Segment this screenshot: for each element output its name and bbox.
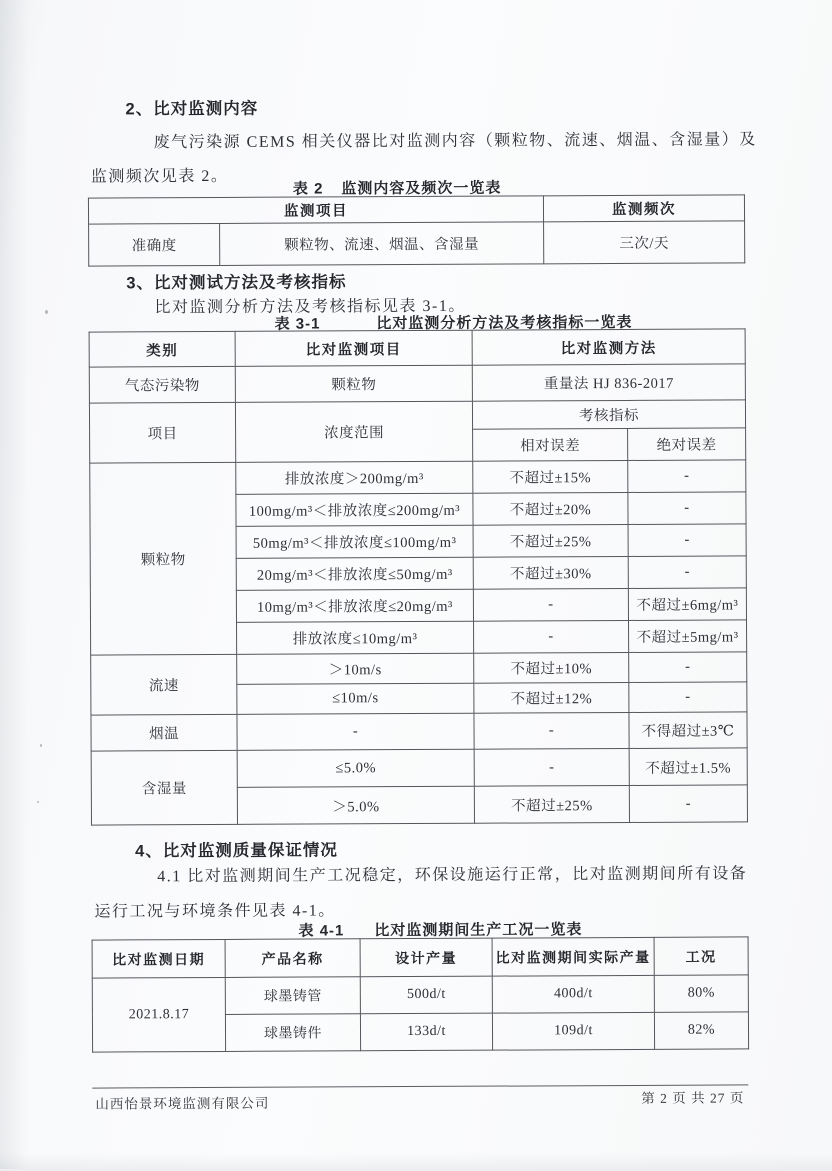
- table-3-absolute: -: [628, 556, 746, 589]
- table-3-group-temperature: 烟温: [91, 714, 237, 751]
- scan-edge-shadow-left: [0, 0, 34, 1169]
- table-3-range: 排放浓度≤10mg/m³: [237, 621, 474, 654]
- section-2-paragraph-line1: 废气污染源 CEMS 相关仪器比对监测内容（颗粒物、流速、烟温、含湿量）及: [153, 131, 757, 152]
- table-4-cell-product: 球墨铸件: [225, 1014, 360, 1052]
- table-2-header-frequency: 监测频次: [543, 195, 744, 222]
- table-3-range: 20mg/m³＜排放浓度≤50mg/m³: [236, 557, 473, 590]
- section-3-paragraph: 比对监测分析方法及考核指标见表 3-1。: [154, 297, 466, 317]
- table-4-caption-label: 表 4-1: [298, 922, 345, 940]
- table-4-header-actual: 比对监测期间实际产量: [492, 937, 654, 976]
- footer-page-number: 第 2 页 共 27 页: [641, 1090, 745, 1106]
- table-3-sub-range: 浓度范围: [235, 401, 472, 462]
- table-3-absolute: -: [629, 652, 747, 683]
- table-4-header-design: 设计产量: [360, 938, 492, 977]
- table-3-absolute: -: [629, 682, 747, 713]
- table-3-absolute: -: [628, 524, 746, 557]
- table-3-absolute: -: [629, 785, 747, 823]
- scan-speck: [40, 744, 42, 747]
- table-4-cell-load: 80%: [654, 975, 748, 1012]
- table-2-header-item: 监测项目: [88, 196, 543, 224]
- section-4-paragraph-line1: 4.1 比对监测期间生产工况稳定，环保设施运行正常，比对监测期间所有设备: [157, 865, 748, 886]
- table-3-relative: 不超过±25%: [474, 785, 629, 823]
- table-3-header-method: 比对监测方法: [472, 329, 745, 365]
- table-3-absolute: 不超过±1.5%: [629, 748, 747, 786]
- table-3-sub-indicator: 考核指标: [472, 400, 745, 429]
- table-3-relative: -: [474, 748, 629, 786]
- table-3-relative: -: [473, 588, 628, 621]
- table-2-cell-frequency: 三次/天: [544, 221, 745, 264]
- table-2: [88, 194, 745, 266]
- section-4-paragraph-line2: 运行工况与环境条件见表 4-1。: [94, 902, 336, 921]
- table-3-sub-absolute: 绝对误差: [628, 428, 746, 461]
- table-3-relative: 不超过±30%: [473, 556, 628, 589]
- table-3-method-item: 颗粒物: [235, 365, 472, 402]
- table-3-range: ＞5.0%: [237, 786, 474, 824]
- section-3-heading: 3、比对测试方法及考核指标: [126, 273, 347, 293]
- table-2-caption-title: 监测内容及频次一览表: [341, 179, 502, 198]
- table-3-relative: 不超过±12%: [474, 682, 629, 713]
- table-3-absolute: 不超过±6mg/m³: [628, 588, 746, 621]
- table-4-cell-load: 82%: [654, 1012, 748, 1049]
- table-3-absolute: -: [628, 460, 746, 493]
- table-3-range: 10mg/m³＜排放浓度≤20mg/m³: [236, 589, 473, 622]
- table-3-method-value: 重量法 HJ 836-2017: [472, 364, 745, 401]
- table-3-method-category: 气态污染物: [89, 366, 235, 403]
- table-3-caption-label: 表 3-1: [274, 315, 321, 333]
- table-3-relative: -: [474, 620, 629, 653]
- table-3-range: ≤5.0%: [237, 749, 474, 787]
- table-3-relative: 不超过±15%: [473, 460, 628, 493]
- table-3-group-humidity: 含湿量: [91, 750, 237, 825]
- table-2-caption-label: 表 2: [292, 180, 324, 198]
- table-3-absolute: 不得超过±3℃: [629, 712, 747, 749]
- table-3-group-flow: 流速: [91, 654, 237, 715]
- table-4-header-date: 比对监测日期: [92, 939, 225, 978]
- table-3-sub-category: 项目: [89, 402, 235, 463]
- page-content: [87, 0, 757, 1171]
- table-3-range: -: [237, 713, 474, 750]
- table-3-range: 100mg/m³＜排放浓度≤200mg/m³: [236, 493, 473, 526]
- section-2-paragraph-line2: 监测频次见表 2。: [90, 167, 229, 186]
- table-4-cell-design: 500d/t: [360, 976, 492, 1014]
- table-3: [89, 328, 748, 825]
- scan-speck: [45, 310, 48, 314]
- table-3-group-particulate: 颗粒物: [90, 462, 237, 655]
- table-4-cell-actual: 109d/t: [492, 1012, 654, 1050]
- table-3-relative: 不超过±20%: [473, 492, 628, 525]
- table-3-absolute: 不超过±5mg/m³: [629, 620, 747, 653]
- table-4-cell-product: 球墨铸管: [225, 977, 360, 1015]
- table-3-relative: 不超过±25%: [473, 524, 628, 557]
- section-2-heading: 2、比对监测内容: [125, 99, 259, 119]
- table-3-range: 50mg/m³＜排放浓度≤100mg/m³: [236, 525, 473, 558]
- table-3-relative: -: [474, 712, 629, 749]
- table-3-header-category: 类别: [89, 331, 235, 367]
- scan-speck: [37, 801, 39, 803]
- table-4-cell-actual: 400d/t: [492, 975, 654, 1013]
- table-3-header-item: 比对监测项目: [235, 330, 472, 366]
- table-2-cell-items: 颗粒物、流速、烟温、含湿量: [220, 222, 544, 266]
- section-4-heading: 4、比对监测质量保证情况: [135, 841, 338, 861]
- table-3-caption-title: 比对监测分析方法及考核指标一览表: [376, 313, 633, 333]
- table-4-caption-title: 比对监测期间生产工况一览表: [374, 921, 583, 940]
- table-4-header-product: 产品名称: [225, 939, 360, 978]
- footer-company: 山西怡景环境监测有限公司: [95, 1095, 270, 1112]
- table-4-cell-design: 133d/t: [360, 1013, 492, 1051]
- table-3-range: 排放浓度＞200mg/m³: [236, 461, 473, 494]
- table-3-sub-relative: 相对误差: [473, 428, 628, 461]
- table-3-range: ＞10m/s: [237, 653, 474, 684]
- table-2-cell-category: 准确度: [89, 223, 220, 266]
- table-3-absolute: -: [628, 492, 746, 525]
- table-4-header-load: 工况: [654, 937, 748, 975]
- table-4: [92, 936, 750, 1052]
- table-3-relative: 不超过±10%: [474, 652, 629, 683]
- table-3-range: ≤10m/s: [237, 683, 474, 714]
- table-4-cell-date: 2021.8.17: [92, 977, 225, 1052]
